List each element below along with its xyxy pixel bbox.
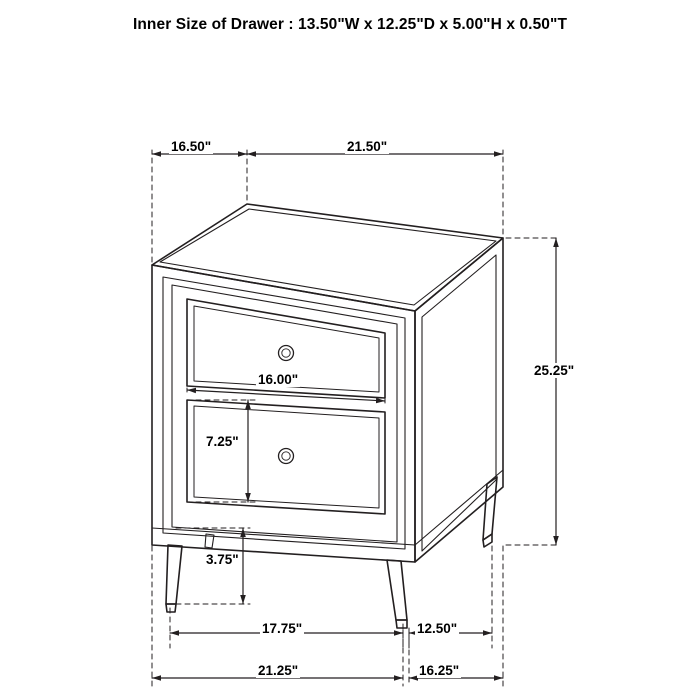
- lower-drawer: [187, 400, 385, 514]
- dimension-label-front-base-width: 17.75": [262, 621, 303, 636]
- dimension-label-overall-depth: 16.25": [419, 663, 460, 678]
- dimension-label-leg-height: 3.75": [206, 552, 239, 567]
- dimension-label-side-base-depth: 12.50": [417, 621, 458, 636]
- dimension-label-top-depth: 16.50": [171, 139, 212, 154]
- dimension-label-overall-width: 21.25": [258, 663, 299, 678]
- cabinet-front-face: [152, 265, 415, 562]
- dimension-label-top-width: 21.50": [347, 139, 388, 154]
- dimension-label-lower-drawer-height: 7.25": [206, 434, 239, 449]
- cabinet-side-face: [415, 238, 503, 562]
- dimension-label-overall-height: 25.25": [534, 363, 575, 378]
- page-title: Inner Size of Drawer : 13.50"W x 12.25"D x 5.00"H x 0.50"T: [132, 16, 568, 33]
- cabinet-bottom-rail: [152, 470, 503, 545]
- dimension-label-upper-drawer-width: 16.00": [258, 372, 299, 387]
